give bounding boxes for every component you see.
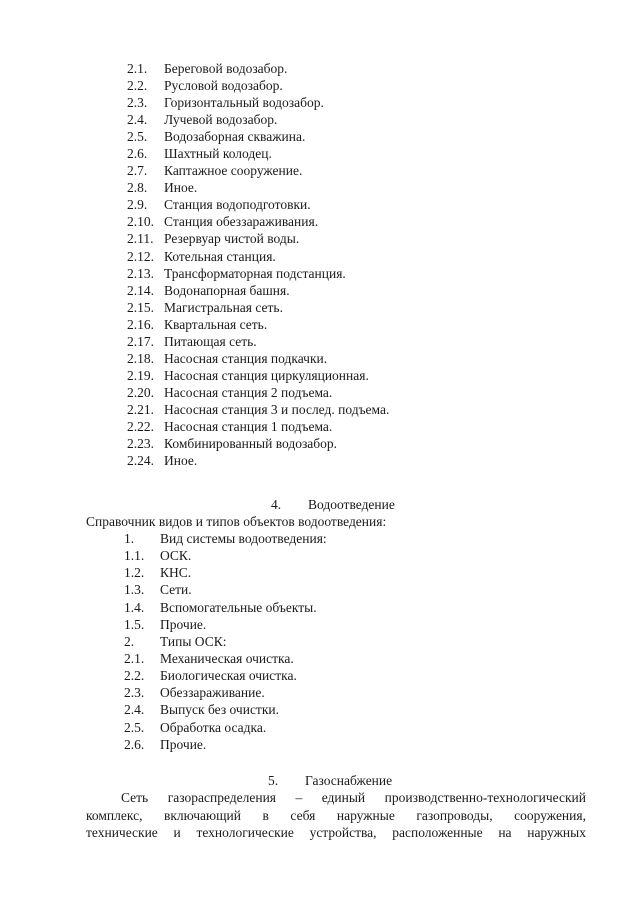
paragraph-line	[86, 807, 586, 825]
list-item-text: Станция обеззараживания.	[164, 214, 319, 230]
list-item	[127, 162, 389, 179]
list-item-number: 2.5.	[127, 129, 148, 145]
list-item-number: 2.22.	[127, 418, 154, 434]
list-item-number: 2.23.	[127, 436, 154, 452]
list-item-number: 2.1.	[124, 650, 145, 666]
list-item-text: Обработка осадка.	[160, 719, 267, 735]
list-item-text: Вид системы водоотведения:	[160, 531, 327, 546]
list-item-number: 2.5.	[124, 719, 145, 735]
list-item	[127, 196, 389, 213]
list-item-text: Иное.	[164, 180, 198, 196]
water-disposal-intro: Справочник видов и типов объектов водоотведения:	[86, 514, 387, 529]
paragraph-line	[86, 789, 586, 807]
list-item	[127, 452, 389, 469]
paragraph-word: включающий	[164, 807, 241, 823]
paragraph-word: сооружения,	[514, 807, 586, 823]
paragraph-word: и	[173, 825, 181, 840]
list-item	[124, 547, 327, 564]
paragraph-word: комплекс,	[86, 807, 143, 823]
list-item-number: 2.15.	[127, 299, 154, 315]
list-item-text: Горизонтальный водозабор.	[164, 95, 324, 111]
list-item-number: 2.24.	[127, 453, 154, 469]
list-item-text: Комбинированный водозабор.	[164, 436, 338, 452]
list-item-text: Насосная станция 1 подъема.	[164, 418, 333, 434]
list-item	[127, 367, 389, 384]
section-number: 4.	[271, 497, 282, 512]
list-item-number: 2.11.	[127, 231, 154, 247]
list-item-text: Квартальная сеть.	[164, 316, 268, 332]
list-item-text: Обеззараживание.	[160, 685, 265, 701]
list-item-number: 2.4.	[127, 112, 148, 128]
paragraph-line	[86, 824, 586, 842]
paragraph-word: в	[262, 807, 269, 823]
list-item-number: 2.6.	[124, 736, 145, 752]
list-item-number: 2.8.	[127, 180, 148, 196]
list-item	[124, 599, 327, 616]
list-item-number: 2.4.	[124, 702, 145, 718]
list-item	[124, 736, 327, 753]
list-item	[127, 265, 389, 282]
paragraph-word: себя	[290, 807, 316, 823]
list-item-text: Сети.	[160, 582, 192, 598]
list-item-number: 2.16.	[127, 316, 154, 332]
list-item	[124, 530, 327, 547]
list-item-text: Насосная станция 3 и послед. подъема.	[164, 401, 390, 417]
list-item-text: Выпуск без очистки.	[160, 702, 279, 718]
list-item-number: 2.12.	[127, 248, 154, 264]
list-item-text: Магистральная сеть.	[164, 299, 283, 315]
list-item-text: Прочие.	[160, 736, 207, 752]
list-item-number: 2.18.	[127, 350, 154, 366]
list-item	[127, 333, 389, 350]
list-item-number: 2.14.	[127, 282, 154, 298]
list-item-text: Русловой водозабор.	[164, 78, 283, 94]
list-item-text: Насосная станция циркуляционная.	[164, 367, 369, 383]
list-item-number: 2.7.	[127, 163, 148, 179]
list-item-number: 2.20.	[127, 384, 154, 400]
paragraph-word: газопроводы,	[416, 807, 493, 823]
list-item	[127, 316, 389, 333]
list-item	[124, 581, 327, 598]
list-item-text: Биологическая очистка.	[160, 668, 297, 684]
list-item-text: Механическая очистка.	[160, 650, 294, 666]
list-item-number: 1.4.	[124, 599, 145, 615]
list-item-number: 2.	[124, 633, 135, 649]
list-item	[124, 719, 327, 736]
list-item-text: Водонапорная башня.	[164, 282, 290, 298]
list-item	[127, 435, 389, 452]
list-item-text: Водозаборная скважина.	[164, 129, 306, 145]
list-item-number: 2.2.	[127, 78, 148, 94]
list-item-text: Прочие.	[160, 616, 207, 632]
list-item	[124, 650, 327, 667]
list-item-number: 2.3.	[127, 95, 148, 111]
list-item-text: Лучевой водозабор.	[164, 112, 278, 128]
paragraph-word: технические	[86, 825, 158, 840]
section-title: Водоотведение	[308, 497, 395, 512]
list-item-number: 2.6.	[127, 146, 148, 162]
list-item-text: Типы ОСК:	[160, 633, 227, 649]
list-item-text: Каптажное сооружение.	[164, 163, 303, 179]
water-supply-object-list	[127, 60, 389, 469]
list-item-number: 1.3.	[124, 582, 145, 598]
list-item	[127, 299, 389, 316]
list-item	[127, 213, 389, 230]
section-number: 5.	[268, 773, 279, 788]
paragraph-word: наружных	[527, 825, 586, 840]
list-item-number: 2.21.	[127, 401, 154, 417]
list-item	[127, 282, 389, 299]
list-item-number: 2.13.	[127, 265, 154, 281]
paragraph-word: Сеть	[121, 790, 149, 805]
list-item-number: 2.17.	[127, 333, 154, 349]
list-item-text: Трансформаторная подстанция.	[164, 265, 346, 281]
list-item-text: ОСК.	[160, 548, 192, 564]
list-item-number: 2.19.	[127, 367, 154, 383]
list-item	[127, 401, 389, 418]
list-item-text: Резервуар чистой воды.	[164, 231, 300, 247]
list-item	[127, 230, 389, 247]
list-item	[127, 179, 389, 196]
list-item	[127, 418, 389, 435]
list-item-text: Шахтный колодец.	[164, 146, 272, 162]
list-item	[127, 77, 389, 94]
paragraph-word: на	[498, 825, 512, 840]
list-item	[124, 684, 327, 701]
list-item-number: 2.1.	[127, 61, 148, 76]
list-item-number: 2.9.	[127, 197, 148, 213]
list-item-number: 1.2.	[124, 565, 145, 581]
paragraph-word: производственно-технологический	[384, 790, 586, 805]
list-item-text: Насосная станция 2 подъема.	[164, 384, 333, 400]
list-item-number: 1.	[124, 531, 135, 546]
list-item	[127, 145, 389, 162]
list-item	[127, 384, 389, 401]
paragraph-word: устройства,	[309, 825, 377, 840]
list-item-text: Насосная станция подкачки.	[164, 350, 328, 366]
list-item-text: Питающая сеть.	[164, 333, 257, 349]
list-item-text: Вспомогательные объекты.	[160, 599, 317, 615]
list-item-text: Котельная станция.	[164, 248, 276, 264]
paragraph-word: технологические	[196, 825, 294, 840]
list-item	[124, 667, 327, 684]
water-disposal-object-list	[124, 530, 327, 753]
section-heading-water-disposal	[271, 496, 395, 514]
paragraph-word: –	[295, 790, 303, 805]
list-item	[124, 564, 327, 581]
list-item-number: 2.2.	[124, 668, 145, 684]
section-title: Газоснабжение	[305, 773, 393, 788]
list-item	[124, 616, 327, 633]
list-item-number: 1.1.	[124, 548, 145, 564]
list-item	[127, 128, 389, 145]
list-item	[127, 111, 389, 128]
list-item-text: Береговой водозабор.	[164, 61, 288, 76]
list-item-number: 1.5.	[124, 616, 145, 632]
list-item	[127, 248, 389, 265]
paragraph-word: наружные	[336, 807, 395, 823]
list-item	[127, 60, 389, 77]
list-item-text: Станция водоподготовки.	[164, 197, 311, 213]
list-item-text: КНС.	[160, 565, 192, 581]
list-item	[127, 350, 389, 367]
list-item-text: Иное.	[164, 453, 198, 469]
list-item	[124, 633, 327, 650]
paragraph-word: газораспределения	[167, 790, 277, 805]
list-item	[127, 94, 389, 111]
list-item	[124, 701, 327, 718]
list-item-number: 2.10.	[127, 214, 154, 230]
gas-supply-paragraph	[86, 789, 586, 842]
list-item-number: 2.3.	[124, 685, 145, 701]
paragraph-word: расположенные	[392, 825, 483, 840]
paragraph-word: единый	[321, 790, 366, 805]
section-heading-gas-supply	[268, 772, 392, 790]
